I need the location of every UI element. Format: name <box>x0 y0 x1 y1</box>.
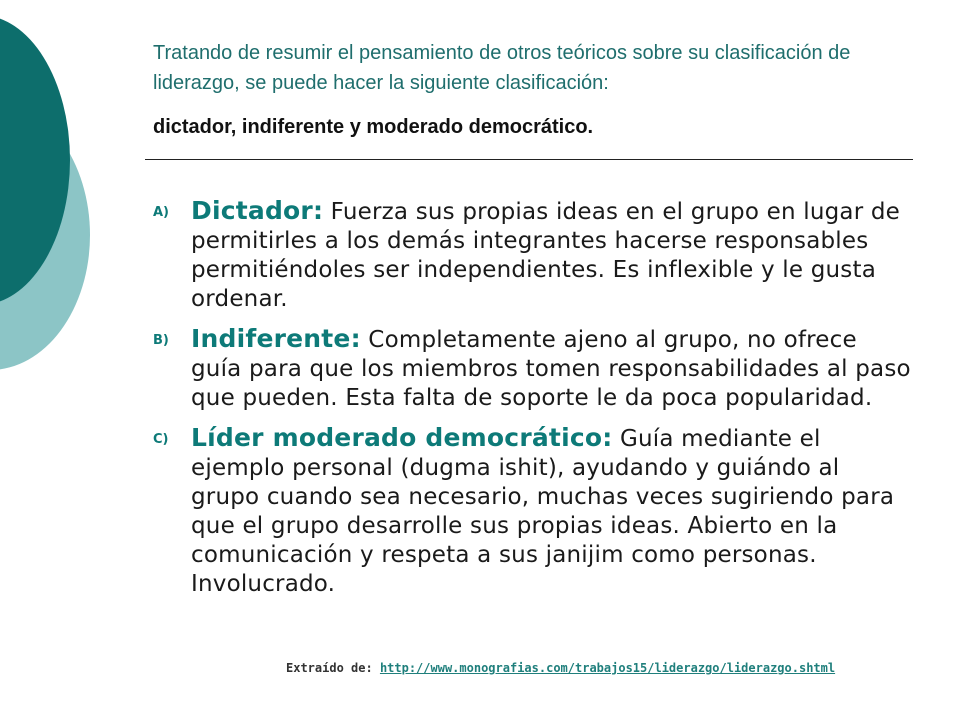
slide-title: Tratando de resumir el pensamiento de otros teóricos sobre su clasificación de liderazgo, se puede hacer la siguiente clasificación: <box>153 42 851 94</box>
list-item-dictador <box>153 196 913 314</box>
title-divider <box>145 159 913 160</box>
list-item-term: Dictador: <box>191 196 324 225</box>
list-item-body <box>191 196 913 314</box>
list-item-moderado-democratico <box>153 423 913 599</box>
source-link[interactable]: http://www.monografias.com/trabajos15/liderazgo/liderazgo.shtml <box>379 661 836 675</box>
list-item-body <box>191 324 913 413</box>
list-item-letter: A) <box>153 205 170 220</box>
list-item-letter: B) <box>153 333 169 348</box>
list-item-term: Líder moderado democrático: <box>191 423 613 452</box>
source-label: Extraído de: <box>286 661 373 675</box>
list-item-text: Guía mediante el ejemplo personal (dugma ishit), ayudando y guiándo al grupo cuando sea necesario, muchas veces sugiriendo para que el grupo desarrolle sus propias ideas. Abierto en la comunicación y respeta a sus janijim como personas. Involucrado. <box>191 426 895 597</box>
list-item-body <box>191 423 913 599</box>
list-item-text: Fuerza sus propias ideas en el grupo en lugar de permitirles a los demás integrantes hacerse responsables permitiéndoles ser independientes. Es inflexible y le gusta ordenar. <box>191 199 901 312</box>
list-item-letter: C) <box>153 432 169 447</box>
list-item-term: Indiferente: <box>191 324 361 353</box>
leadership-list <box>153 196 913 609</box>
list-item-text: Completamente ajeno al grupo, no ofrece guía para que los miembros tomen responsabilidades al paso que pueden. Esta falta de soporte le da poca popularidad. <box>191 327 911 411</box>
slide-subtitle: dictador, indiferente y moderado democrático. <box>153 116 594 138</box>
source-citation <box>286 661 835 675</box>
list-item-indiferente <box>153 324 913 413</box>
